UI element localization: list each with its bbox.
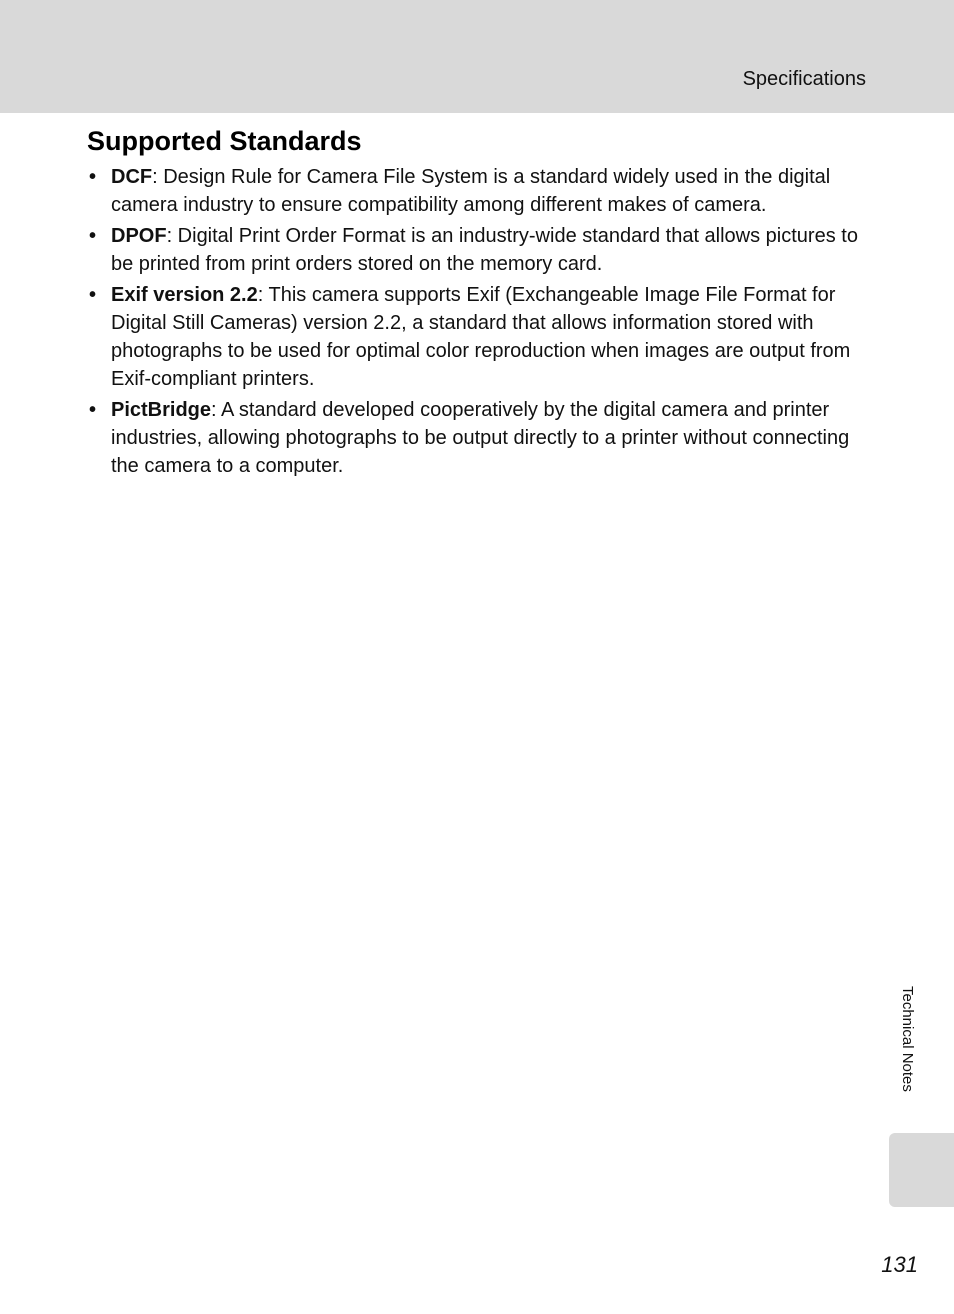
bullet-icon: •	[89, 166, 97, 188]
item-description: : Design Rule for Camera File System is a standard widely used in the digital camera industry to ensure compatibility among different makes of camera.	[111, 166, 831, 216]
list-item	[87, 281, 867, 393]
item-term: Exif version 2.2	[111, 284, 258, 306]
item-term: DCF	[111, 166, 153, 188]
item-description: : Digital Print Order Format is an industry-wide standard that allows pictures to be printed from print orders stored on the memory card.	[111, 225, 858, 275]
item-description: : This camera supports Exif (Exchangeable Image File Format for Digital Still Cameras) version 2.2, a standard that allows information stored with photographs to be used for optimal color reproduction when images are output from Exif-compliant printers.	[111, 284, 851, 390]
page-number: 131	[881, 1252, 918, 1277]
running-header: Specifications	[742, 68, 866, 90]
side-tab-label: Technical Notes	[899, 986, 916, 1092]
item-description: : A standard developed cooperatively by the digital camera and printer industries, allowing photographs to be output directly to a printer without connecting the camera to a computer.	[111, 399, 850, 477]
side-tab-marker	[889, 1133, 954, 1207]
standards-list	[87, 163, 867, 483]
item-term: DPOF	[111, 225, 167, 247]
list-item	[87, 163, 867, 219]
bullet-icon: •	[89, 225, 97, 247]
header-band	[0, 0, 954, 113]
section-title: Supported Standards	[87, 126, 362, 156]
bullet-icon: •	[89, 284, 97, 306]
item-term: PictBridge	[111, 399, 212, 421]
bullet-icon: •	[89, 399, 97, 421]
list-item	[87, 222, 867, 278]
list-item	[87, 396, 867, 480]
